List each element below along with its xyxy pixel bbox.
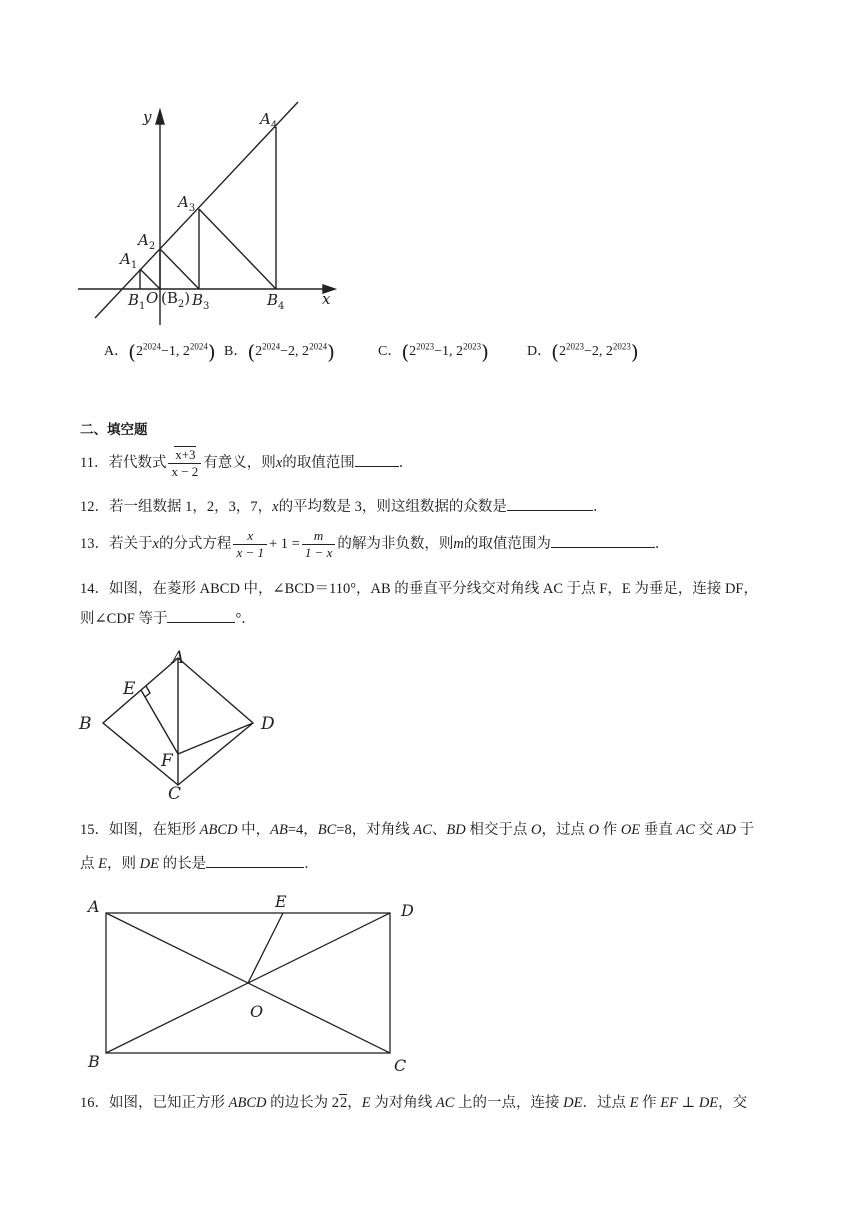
label-b2: $(B_2)$ <box>161 289 191 310</box>
label-o: O <box>250 1002 264 1021</box>
question-15-line2: 点 E，则 DE 的长是 ． <box>80 852 319 875</box>
label-d: D <box>261 714 275 734</box>
label-e: E <box>275 892 287 911</box>
segment-df <box>178 723 253 754</box>
label-a: A <box>88 897 100 916</box>
label-d: D <box>401 901 414 920</box>
figure-coordinate-staircase <box>70 100 350 330</box>
question-14-line2: 则∠CDF 等于 °． <box>80 607 256 630</box>
answer-blank-12[interactable] <box>507 495 593 511</box>
label-o: O <box>146 289 159 307</box>
label-a1: $A_1$ <box>120 250 138 271</box>
question-11: 11．若代数式 $\frac{x+3}{x - 2}$ 有意义，则x的取值范围 ． <box>80 447 414 480</box>
label-c: C <box>168 784 182 804</box>
question-12: 12．若一组数据 1，2，3，7，x的平均数是 3，则这组数据的众数是 ． <box>80 495 607 518</box>
figure-rhombus <box>75 645 290 805</box>
question-14-line1: 14．如图，在菱形 ABCD 中，∠BCD＝110°，AB 的垂直平分线交对角线 AC 于点 F，E 为垂足，连接 DF， <box>80 581 758 597</box>
section-heading: 二、填空题 <box>80 422 148 438</box>
figure-rectangle <box>80 890 420 1080</box>
option-a[interactable]: A．($2^{2024}-1$, $2^{2024}$) <box>104 340 216 364</box>
label-y: y <box>143 108 152 126</box>
option-c[interactable]: C．($2^{2023}-1$, $2^{2023}$) <box>378 340 489 364</box>
label-f: F <box>161 751 173 771</box>
answer-blank-14[interactable] <box>167 607 235 623</box>
label-a4: $A_4$ <box>260 110 278 131</box>
segment-oe <box>248 913 283 983</box>
label-e: E <box>123 679 136 699</box>
option-d[interactable]: D．($2^{2023}-2$, $2^{2023}$) <box>527 340 639 364</box>
segment-a3-b4 <box>199 209 276 289</box>
answer-blank-15[interactable] <box>206 852 304 868</box>
fraction-sqrt-expr: $\frac{x+3}{x - 2}$ <box>168 447 201 480</box>
answer-blank-11[interactable] <box>355 451 399 467</box>
label-b4: $B_4$ <box>267 291 285 312</box>
segment-a2-b3 <box>160 249 199 289</box>
option-b[interactable]: B．($2^{2024}-2$, $2^{2024}$) <box>224 340 335 364</box>
label-a: A <box>172 648 185 668</box>
label-c: C <box>394 1056 407 1075</box>
label-b1: $B_1$ <box>128 291 146 312</box>
label-b: B <box>88 1052 100 1071</box>
perp-bisector-ef <box>141 690 178 754</box>
right-angle-mark <box>145 686 150 697</box>
label-x: x <box>322 290 331 308</box>
y-axis-arrow <box>156 110 164 124</box>
label-b3: $B_3$ <box>192 291 210 312</box>
question-13: 13．若关于x的分式方程 $\frac{x}{x - 1}$ + 1 = $\frac{m}{1 - x}$ 的解为非负数，则m的取值范围为 ． <box>80 528 670 561</box>
question-15-line1: 15．如图，在矩形 ABCD 中，AB=4，BC=8，对角线 AC、BD 相交于点 O，过点 O 作 OE 垂直 AC 交 AD 于 <box>80 822 755 838</box>
label-a2: $A_2$ <box>138 231 156 252</box>
label-a3: $A_3$ <box>178 193 196 214</box>
question-16-line1: 16．如图，已知正方形 ABCD 的边长为 22，E 为对角线 AC 上的一点，连接 DE．过点 E 作 EF ⊥ DE，交 <box>80 1095 748 1111</box>
label-b: B <box>79 714 92 734</box>
answer-blank-13[interactable] <box>551 532 655 548</box>
segment-a1-b2 <box>140 269 160 289</box>
